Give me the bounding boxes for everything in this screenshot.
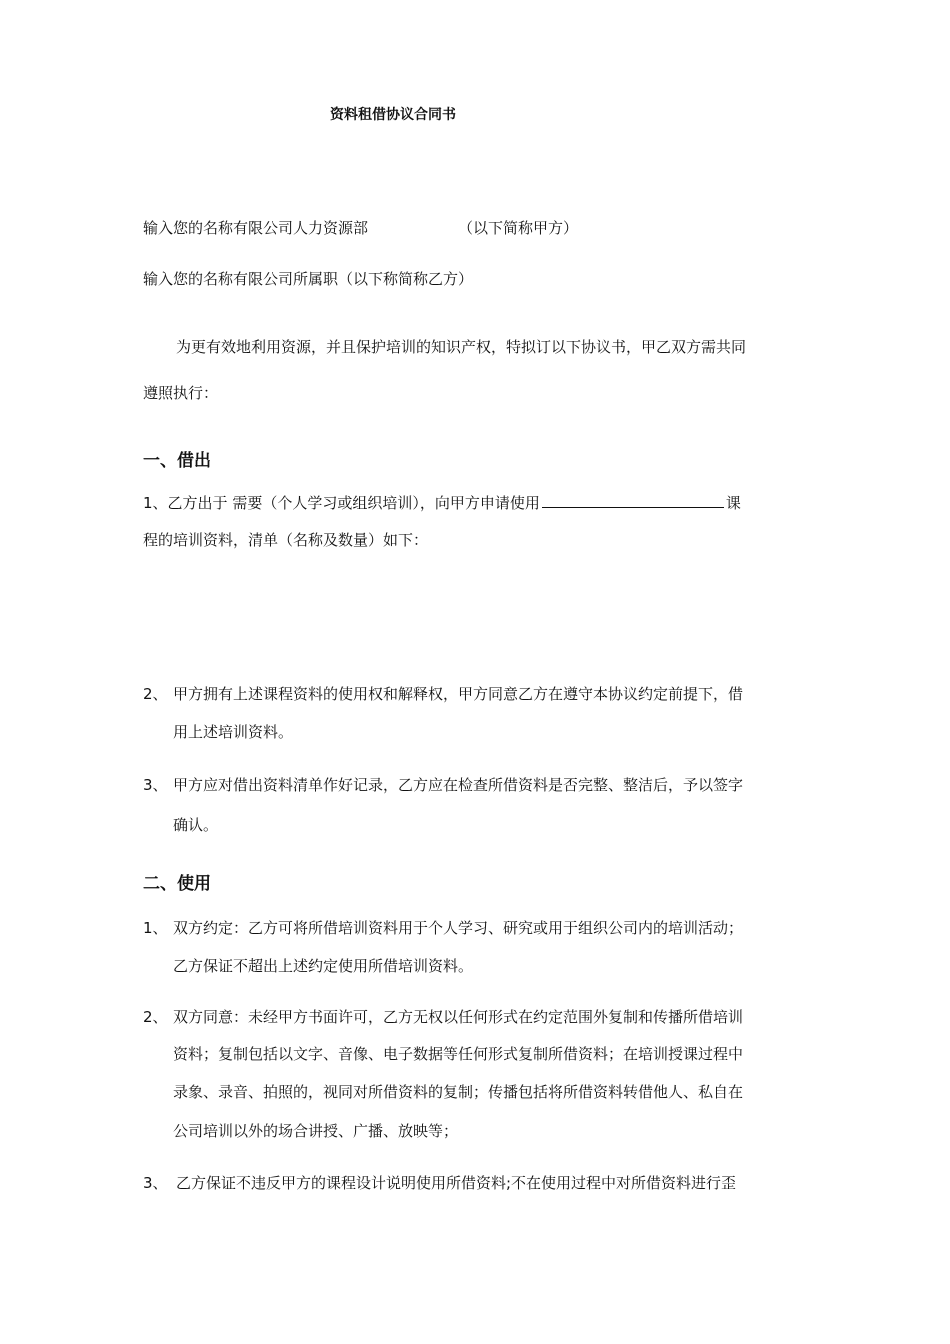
section-2-item-2-line-1: 双方同意：未经甲方书面许可，乙方无权以任何形式在约定范围外复制和传播所借培训: [173, 1008, 744, 1026]
item-number: 1、: [143, 494, 168, 512]
section-2-item-3-line-1: 乙方保证不违反甲方的课程设计说明使用所借资料;不在使用过程中对所借资料进行歪: [176, 1174, 737, 1192]
section-2-item-1-line-2: 乙方保证不超出上述约定使用所借培训资料。: [173, 957, 474, 975]
section-2-item-2-number: 2、: [143, 1008, 168, 1026]
intro-line-2: 遵照执行：: [143, 384, 219, 402]
section-1-item-3-line-2: 确认。: [173, 816, 219, 834]
party-b-line: 输入您的名称有限公司所属职（以下称简称乙方）: [143, 270, 474, 288]
section-1-item-1-line-2: 程的培训资料，清单（名称及数量）如下：: [143, 531, 429, 549]
section-1-item-3-line-1: 甲方应对借出资料清单作好记录，乙方应在检查所借资料是否完整、整洁后，予以签字: [173, 776, 744, 794]
item-text-tail: 课: [725, 494, 741, 512]
section-1-item-1-line-1: [143, 493, 741, 513]
section-2-item-1-number: 1、: [143, 919, 168, 937]
section-1-item-2-line-2: 用上述培训资料。: [173, 723, 294, 741]
section-2-item-3-number: 3、: [143, 1174, 168, 1192]
section-2-item-2-line-2: 资料；复制包括以文字、音像、电子数据等任何形式复制所借资料；在培训授课过程中: [173, 1045, 744, 1063]
party-a-alias: （以下简称甲方）: [458, 219, 579, 237]
document-title: 资料租借协议合同书: [330, 107, 456, 123]
section-2-item-2-line-4: 公司培训以外的场合讲授、广播、放映等；: [173, 1122, 459, 1140]
intro-line-1: 为更有效地利用资源，并且保护培训的知识产权，特拟订以下协议书，甲乙双方需共同: [176, 338, 747, 356]
section-2-heading: 二、使用: [143, 874, 211, 894]
section-1-heading: 一、借出: [143, 451, 211, 471]
section-2-item-2-line-3: 录象、录音、拍照的，视同对所借资料的复制；传播包括将所借资料转借他人、私自在: [173, 1083, 744, 1101]
party-a-name: 输入您的名称有限公司人力资源部: [143, 219, 369, 237]
section-1-item-3-number: 3、: [143, 776, 168, 794]
item-text: 乙方出于 需要（个人学习或组织培训），向甲方申请使用: [167, 494, 540, 512]
section-1-item-2-line-1: 甲方拥有上述课程资料的使用权和解释权，甲方同意乙方在遵守本协议约定前提下，借: [173, 685, 744, 703]
section-1-item-2-number: 2、: [143, 685, 168, 703]
course-name-blank: [542, 493, 724, 508]
section-2-item-1-line-1: 双方约定：乙方可将所借培训资料用于个人学习、研究或用于组织公司内的培训活动；: [173, 919, 744, 937]
